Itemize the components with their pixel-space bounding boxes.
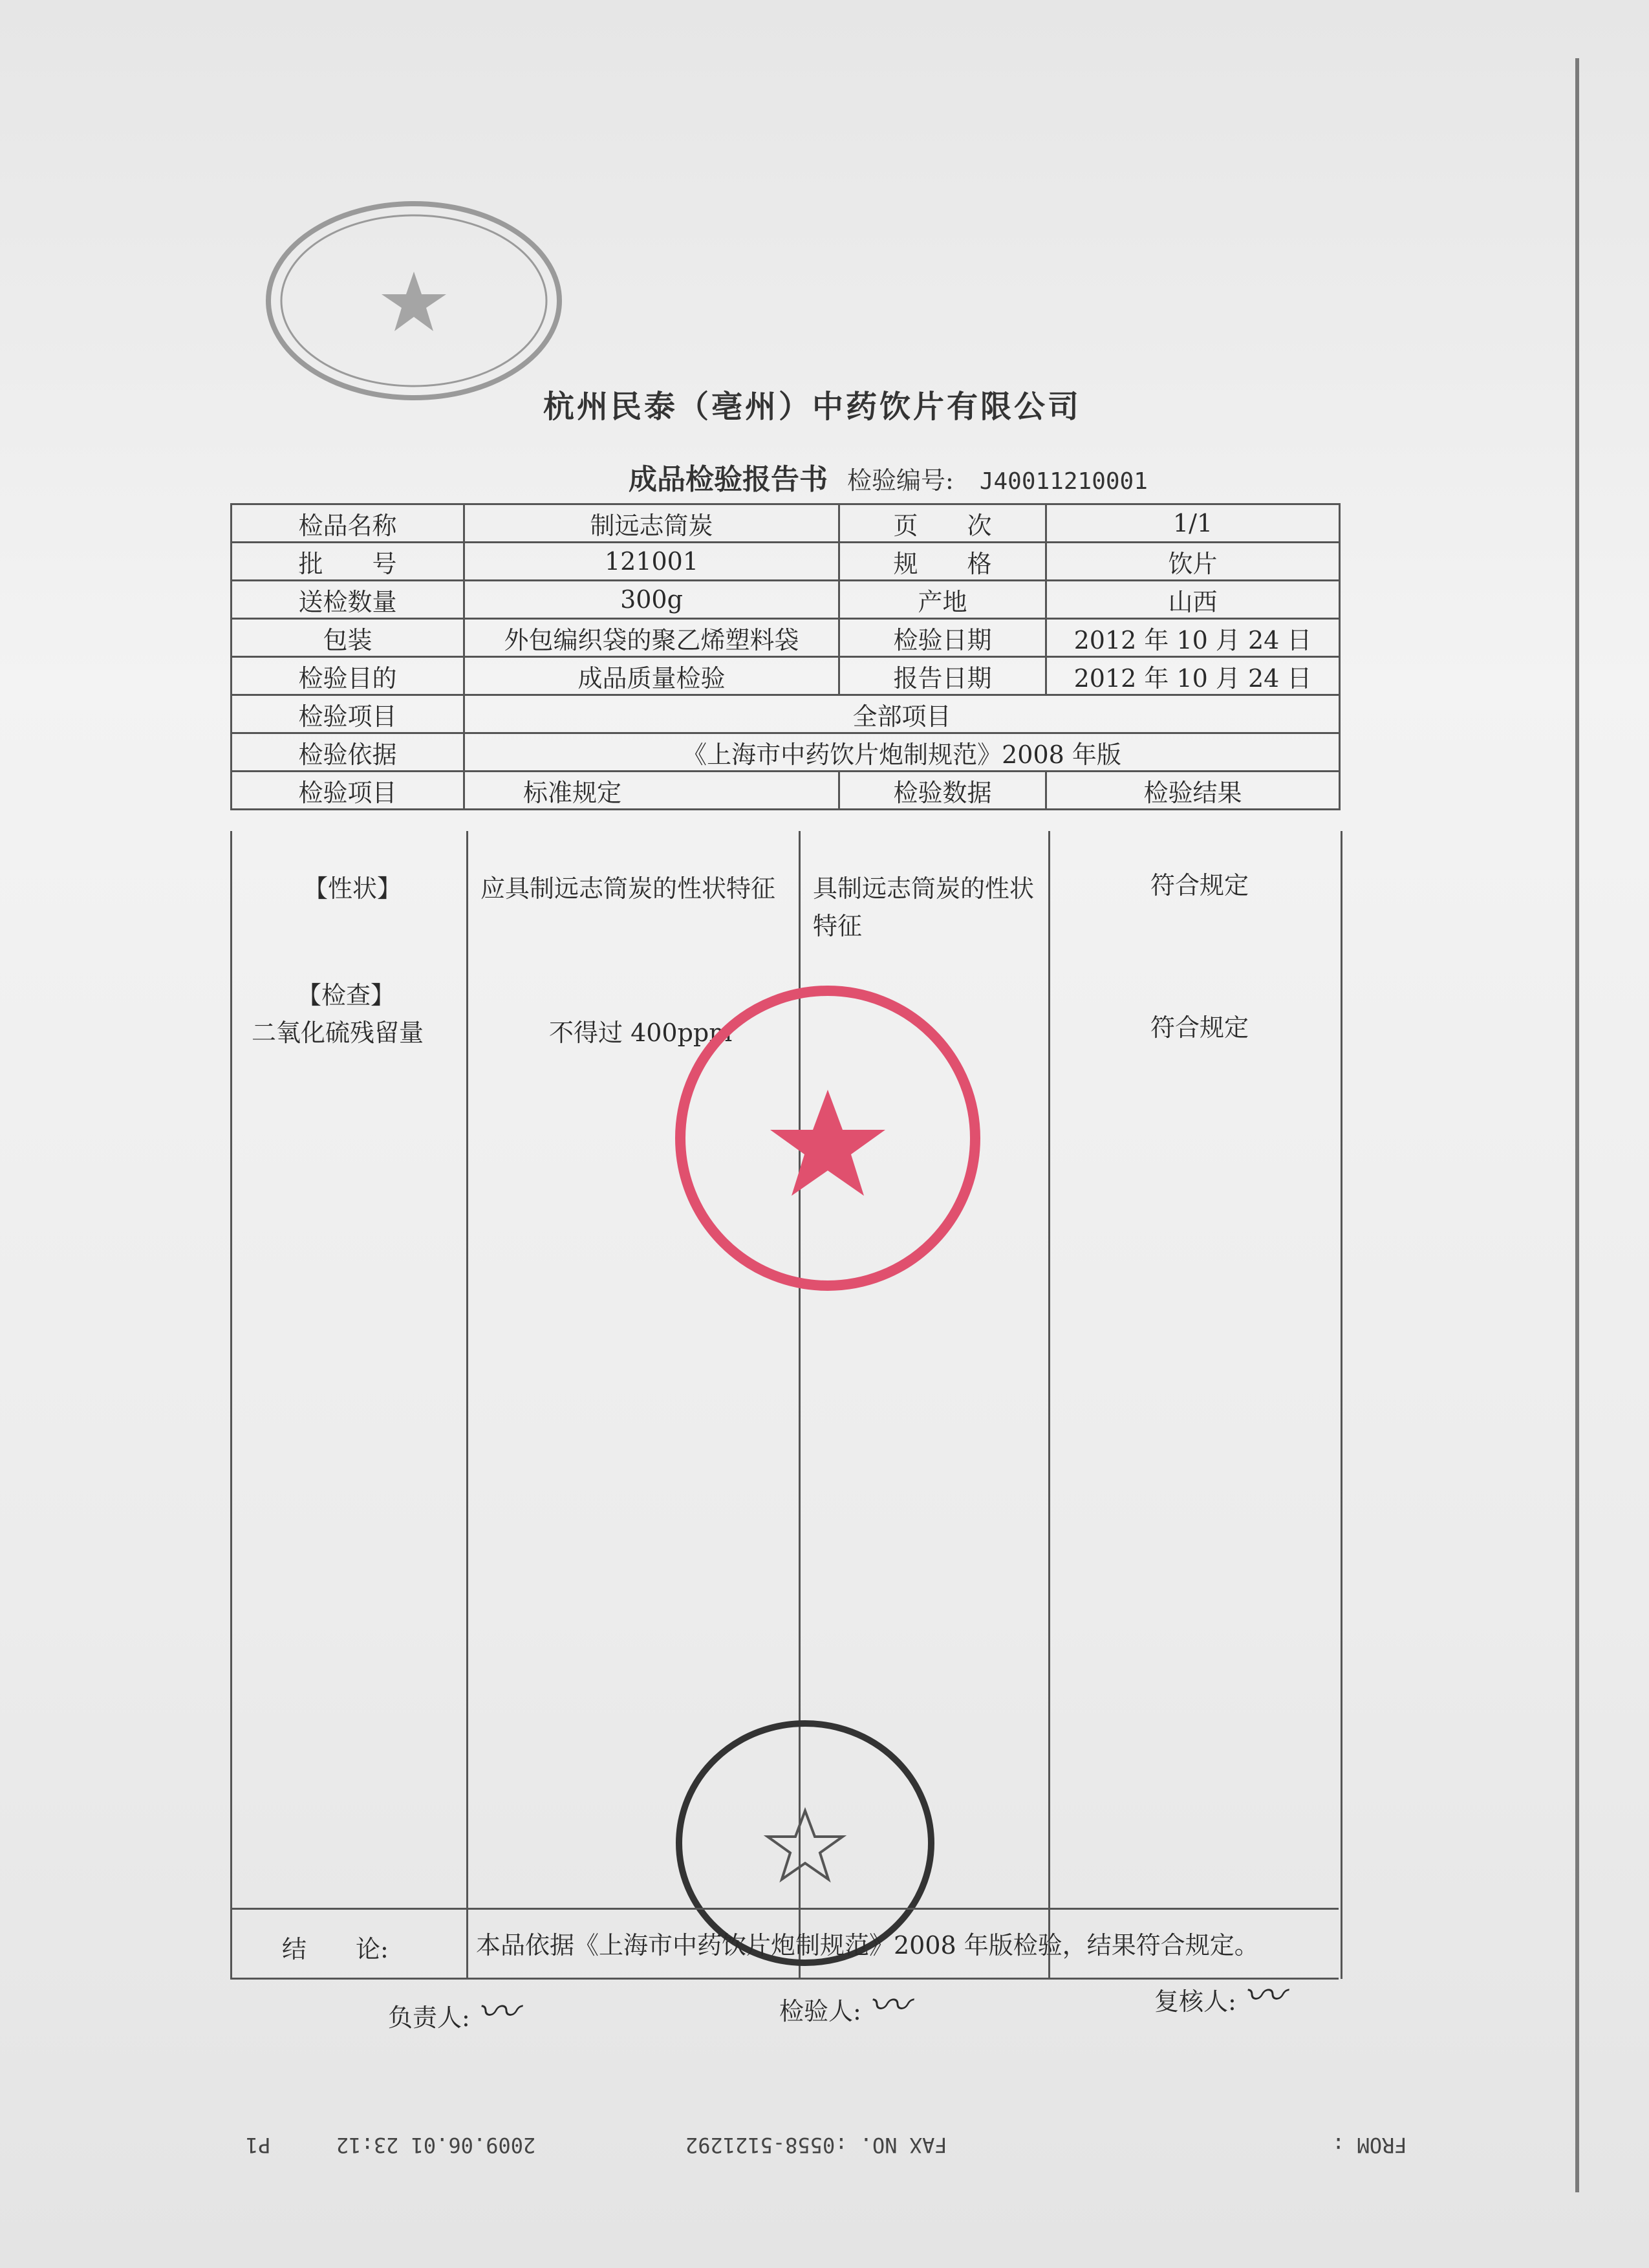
info-table (230, 503, 1341, 810)
basis-label: 检验依据 (232, 733, 464, 772)
inspector-label: 检验人: (779, 1997, 861, 2025)
info-label: 检验日期 (839, 619, 1046, 657)
items-row (232, 695, 1340, 733)
row-standard: 不得过 400ppm (549, 1019, 733, 1047)
report-number: J40011210001 (979, 468, 1148, 495)
red-quality-stamp (669, 980, 986, 1297)
info-row (232, 504, 1340, 543)
items-label: 检验项目 (232, 695, 464, 733)
header-standard: 标准规定 (464, 772, 839, 810)
items-value: 全部项目 (464, 695, 1340, 733)
info-label: 检品名称 (232, 504, 464, 543)
info-label: 批 号 (232, 543, 464, 581)
info-value: 2012 年 10 月 24 日 (1046, 619, 1340, 657)
info-value: 制远志筒炭 (464, 504, 839, 543)
info-row (232, 581, 1340, 619)
info-value: 121001 (464, 543, 839, 581)
fax-page: P1 (246, 2133, 271, 2157)
header-data: 检验数据 (839, 772, 1046, 810)
conclusion-text: 本品依据《上海市中药饮片炮制规范》2008 年版检验，结果符合规定。 (476, 1931, 1259, 1960)
fax-from: FROM : (1332, 2133, 1407, 2157)
basis-row (232, 733, 1340, 772)
info-value: 饮片 (1046, 543, 1340, 581)
info-value: 300g (464, 581, 839, 619)
column-divider (1048, 831, 1050, 1979)
info-label: 页 次 (839, 504, 1046, 543)
info-label: 包装 (232, 619, 464, 657)
info-label: 报告日期 (839, 657, 1046, 695)
responsible-label: 负责人: (388, 2003, 470, 2032)
basis-value: 《上海市中药饮片炮制规范》2008 年版 (464, 733, 1340, 772)
info-row (232, 619, 1340, 657)
header-item: 检验项目 (232, 772, 464, 810)
info-row (232, 657, 1340, 695)
reviewer-signature (1154, 1963, 1284, 2022)
row-result: 符合规定 (1150, 1013, 1249, 1042)
responsible-signature (388, 1979, 518, 2038)
results-header-row (232, 772, 1340, 810)
row-data: 具制远志筒炭的性状特征 (813, 874, 1035, 940)
info-label: 检验目的 (232, 657, 464, 695)
info-value: 2012 年 10 月 24 日 (1046, 657, 1340, 695)
info-label: 规 格 (839, 543, 1046, 581)
row-result: 符合规定 (1150, 871, 1249, 900)
info-value: 外包编织袋的聚乙烯塑料袋 (464, 619, 839, 657)
scan-edge-line (1575, 58, 1579, 2192)
info-label: 产地 (839, 581, 1046, 619)
info-row (232, 543, 1340, 581)
header-result: 检验结果 (1046, 772, 1340, 810)
info-value: 成品质量检验 (464, 657, 839, 695)
row-item-detail: 二氧化硫残留量 (252, 1019, 424, 1047)
report-title: 成品检验报告书 (629, 463, 828, 496)
company-title: 杭州民泰（亳州）中药饮片有限公司 (543, 389, 1082, 425)
conclusion-label: 结 论: (282, 1935, 389, 1963)
fax-date: 2009.06.01 23:12 (336, 2133, 536, 2157)
report-heading (629, 456, 1148, 497)
row-item: 【性状】 (303, 874, 402, 903)
inspector-signature (779, 1972, 909, 2032)
info-value: 山西 (1046, 581, 1340, 619)
handwritten-signature: 〰 (1242, 1972, 1284, 2020)
column-divider (466, 831, 468, 1979)
handwritten-signature: 〰 (867, 1982, 909, 2030)
reviewer-label: 复核人: (1154, 1987, 1236, 2016)
report-number-label: 检验编号: (847, 466, 954, 495)
gray-quality-stamp (259, 194, 569, 407)
row-standard: 应具制远志筒炭的性状特征 (480, 874, 776, 903)
handwritten-signature: 〰 (476, 1989, 518, 2036)
fax-number: FAX NO. :0558-5121292 (685, 2133, 947, 2157)
row-item: 【检查】 (297, 981, 396, 1010)
info-label: 送检数量 (232, 581, 464, 619)
info-value: 1/1 (1046, 504, 1340, 543)
